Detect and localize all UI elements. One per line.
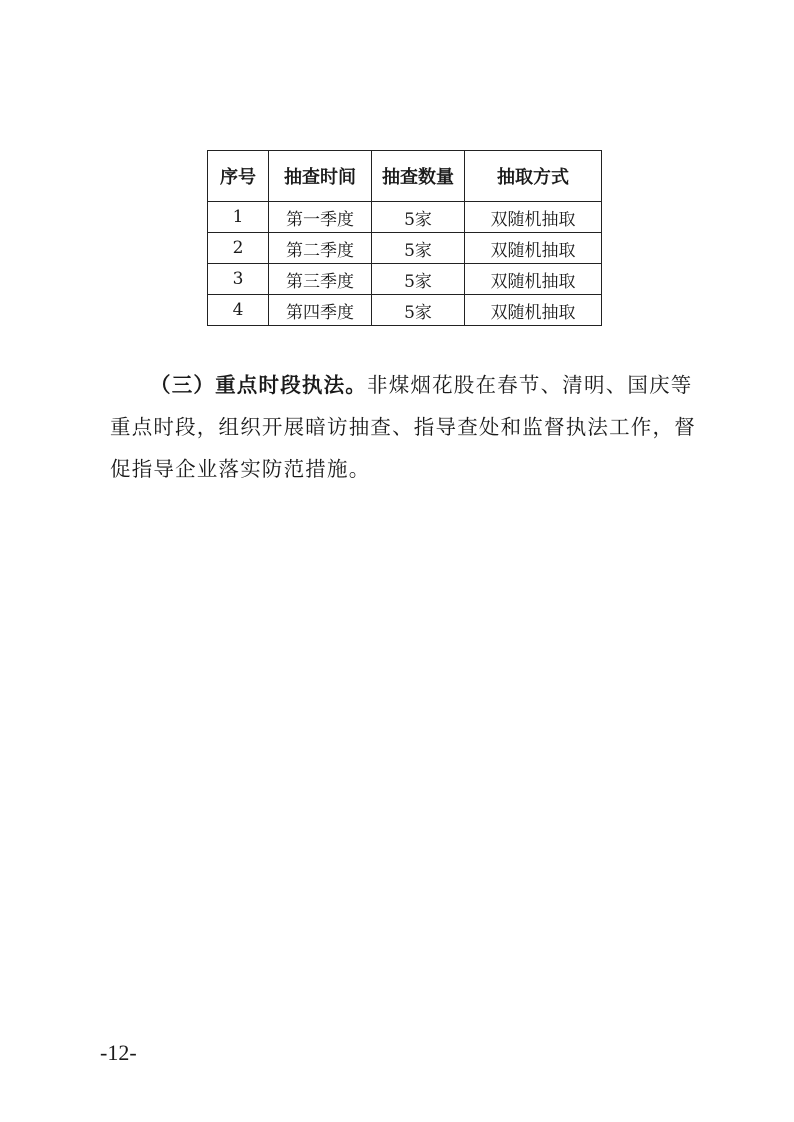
inspection-schedule-table (207, 150, 602, 326)
page-number: -12- (100, 1040, 137, 1065)
cell-count: 5家 (372, 233, 465, 264)
cell-count: 5家 (372, 202, 465, 233)
section-heading: （三）重点时段执法。 (150, 372, 367, 397)
table-row (208, 264, 602, 295)
paragraph-text: 非煤烟花股在春节、清明、国庆等重点时段，组织开展暗访抽查、指导查处和监督执法工作，督促指导企业落实防范措施。 (110, 372, 696, 481)
cell-method: 双随机抽取 (465, 233, 602, 264)
cell-time: 第四季度 (269, 295, 372, 326)
cell-serial: 2 (208, 233, 269, 264)
table-row (208, 233, 602, 264)
header-serial-number: 序号 (208, 151, 269, 202)
table-header-row (208, 151, 602, 202)
cell-method: 双随机抽取 (465, 202, 602, 233)
table-row (208, 295, 602, 326)
cell-serial: 4 (208, 295, 269, 326)
cell-time: 第一季度 (269, 202, 372, 233)
cell-count: 5家 (372, 295, 465, 326)
cell-count: 5家 (372, 264, 465, 295)
header-selection-method: 抽取方式 (465, 151, 602, 202)
header-inspection-count: 抽查数量 (372, 151, 465, 202)
header-inspection-time: 抽查时间 (269, 151, 372, 202)
cell-serial: 1 (208, 202, 269, 233)
cell-time: 第二季度 (269, 233, 372, 264)
cell-method: 双随机抽取 (465, 295, 602, 326)
cell-serial: 3 (208, 264, 269, 295)
body-paragraph (110, 364, 700, 490)
cell-method: 双随机抽取 (465, 264, 602, 295)
cell-time: 第三季度 (269, 264, 372, 295)
table-row (208, 202, 602, 233)
